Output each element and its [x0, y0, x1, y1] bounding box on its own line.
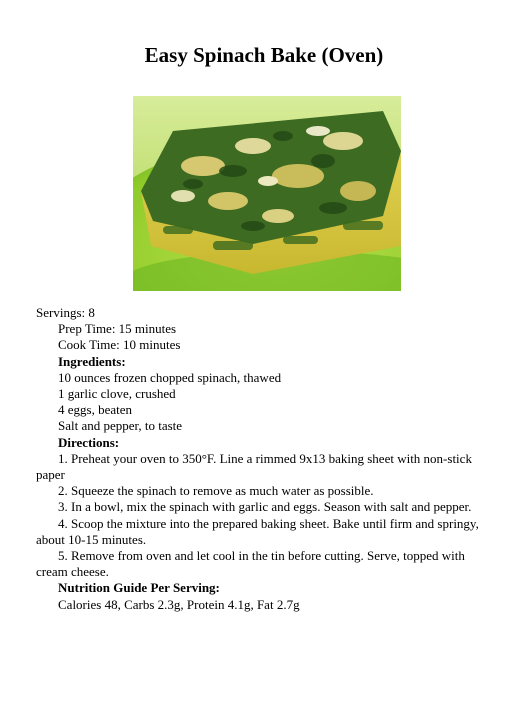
- direction-step: 2. Squeeze the spinach to remove as much water as possible.: [58, 483, 374, 499]
- direction-step: 1. Preheat your oven to 350°F. Line a rimmed 9x13 baking sheet with non-stick paper: [36, 450, 472, 483]
- direction-step: 3. In a bowl, mix the spinach with garlic and eggs. Season with salt and pepper.: [58, 499, 472, 515]
- direction-step: 5. Remove from oven and let cool in the tin before cutting. Serve, topped with cream cheese.: [36, 548, 465, 580]
- cook-time: Cook Time: 10 minutes: [58, 337, 181, 353]
- ingredients-heading: Ingredients:: [58, 353, 126, 369]
- ingredient-item: Salt and pepper, to taste: [58, 418, 183, 434]
- page-title: Easy Spinach Bake (Oven): [144, 43, 384, 67]
- nutrition-info: Calories 48, Carbs 2.3g, Protein 4.1g, Fat 2.7g: [58, 596, 300, 612]
- ingredient-item: 10 ounces frozen chopped spinach, thawed: [58, 369, 282, 385]
- spinach-bake-photo: [133, 96, 401, 291]
- ingredient-item: 4 eggs, beaten: [58, 402, 133, 418]
- servings: Servings: 8: [36, 305, 95, 320]
- directions-heading: Directions:: [58, 434, 120, 450]
- nutrition-heading: Nutrition Guide Per Serving:: [58, 580, 220, 596]
- direction-step: 4. Scoop the mixture into the prepared baking sheet. Bake until firm and springy, about 10-15 minutes.: [36, 515, 479, 547]
- recipe-body: [36, 305, 492, 613]
- prep-time: Prep Time: 15 minutes: [58, 321, 177, 337]
- ingredient-item: 1 garlic clove, crushed: [58, 386, 176, 402]
